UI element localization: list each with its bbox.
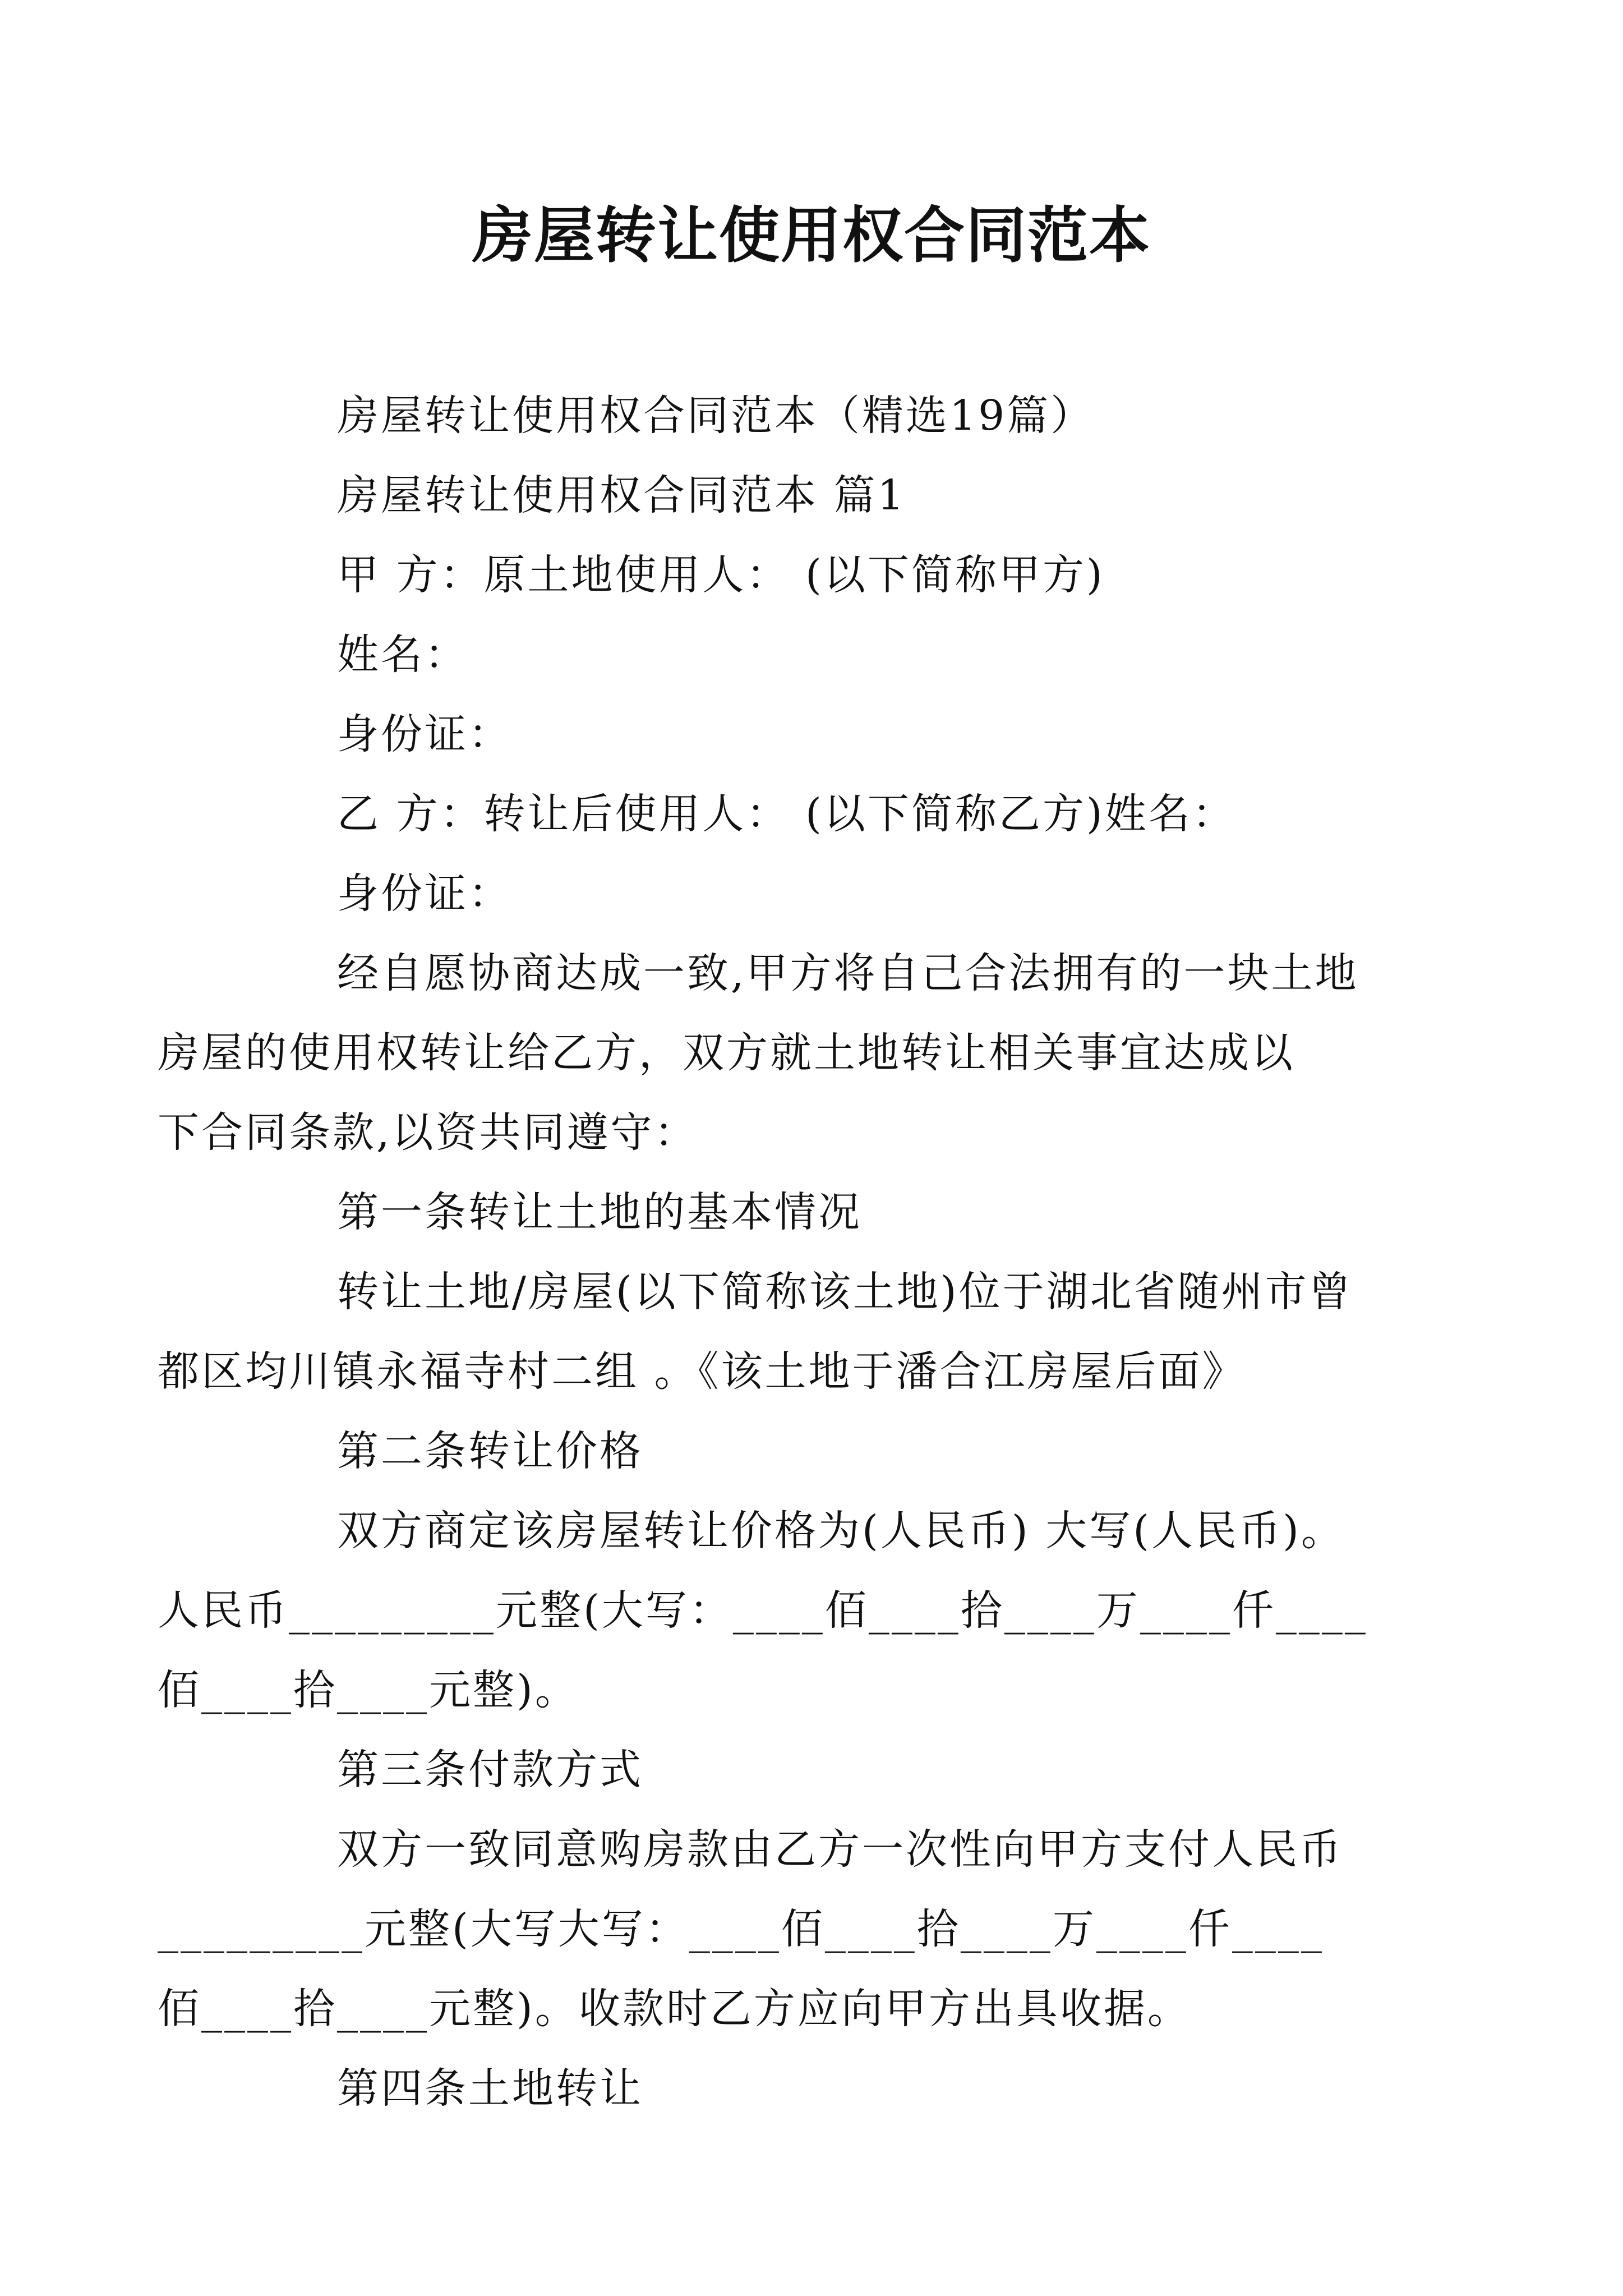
paragraph (247, 535, 1369, 615)
paragraph (247, 1411, 1369, 1491)
text-line: 都区均川镇永福寺村二组 。《该土地于潘合江房屋后面》 (158, 1347, 1246, 1396)
paragraph (247, 2049, 1369, 2128)
paragraph (247, 694, 1369, 774)
paragraph (158, 1491, 1369, 1730)
paragraph (247, 376, 1369, 455)
text-line: 下合同条款,以资共同遵守： (158, 1108, 698, 1157)
text-line: _________元整(大写大写：____佰____拾____万____仟____ (158, 1905, 1324, 1953)
text-line: 第四条土地转让 (337, 2064, 643, 2113)
text-line: 身份证： (337, 869, 512, 918)
text-line: 第二条转让价格 (337, 1427, 643, 1475)
text-line: 身份证： (337, 710, 512, 758)
text-line: 佰____拾____元整)。 (158, 1666, 579, 1714)
paragraph (247, 774, 1369, 854)
text-line: 房屋转让使用权合同范本（精选19篇） (337, 392, 1095, 440)
paragraph (247, 615, 1369, 694)
text-line: 房屋转让使用权合同范本 篇1 (337, 471, 906, 519)
document-body (158, 376, 1369, 2128)
paragraph (158, 1810, 1369, 2049)
text-line: 双方商定该房屋转让价格为(人民币) 大写(人民币)。 (337, 1507, 1345, 1555)
paragraph (247, 1730, 1369, 1810)
text-line: 经自愿协商达成一致,甲方将自己合法拥有的一块土地 (337, 949, 1359, 997)
paragraph (158, 1252, 1369, 1411)
text-line: 甲 方：原土地使用人： (以下简称甲方) (337, 551, 1105, 599)
text-line: 乙 方：转让后使用人： (以下简称乙方)姓名： (337, 790, 1236, 838)
paragraph (247, 854, 1369, 933)
paragraph (247, 455, 1369, 535)
paragraph (247, 1172, 1369, 1252)
text-line: 房屋的使用权转让给乙方，双方就土地转让相关事宜达成以 (158, 1029, 1295, 1077)
text-line: 第一条转让土地的基本情况 (337, 1188, 862, 1236)
text-line: 第三条付款方式 (337, 1746, 643, 1794)
text-line: 转让土地/房屋(以下简称该土地)位于湖北省随州市曾 (337, 1268, 1353, 1316)
paragraph (158, 933, 1369, 1172)
text-line: 双方一致同意购房款由乙方一次性向甲方支付人民币 (337, 1825, 1343, 1874)
text-line: 人民币_________元整(大写：____佰____拾____万____仟____ (158, 1586, 1368, 1635)
text-line: 姓名： (337, 631, 468, 679)
document-title: 房屋转让使用权合同范本 (472, 200, 1151, 271)
text-line: 佰____拾____元整)。收款时乙方应向甲方出具收据。 (158, 1985, 1191, 2033)
